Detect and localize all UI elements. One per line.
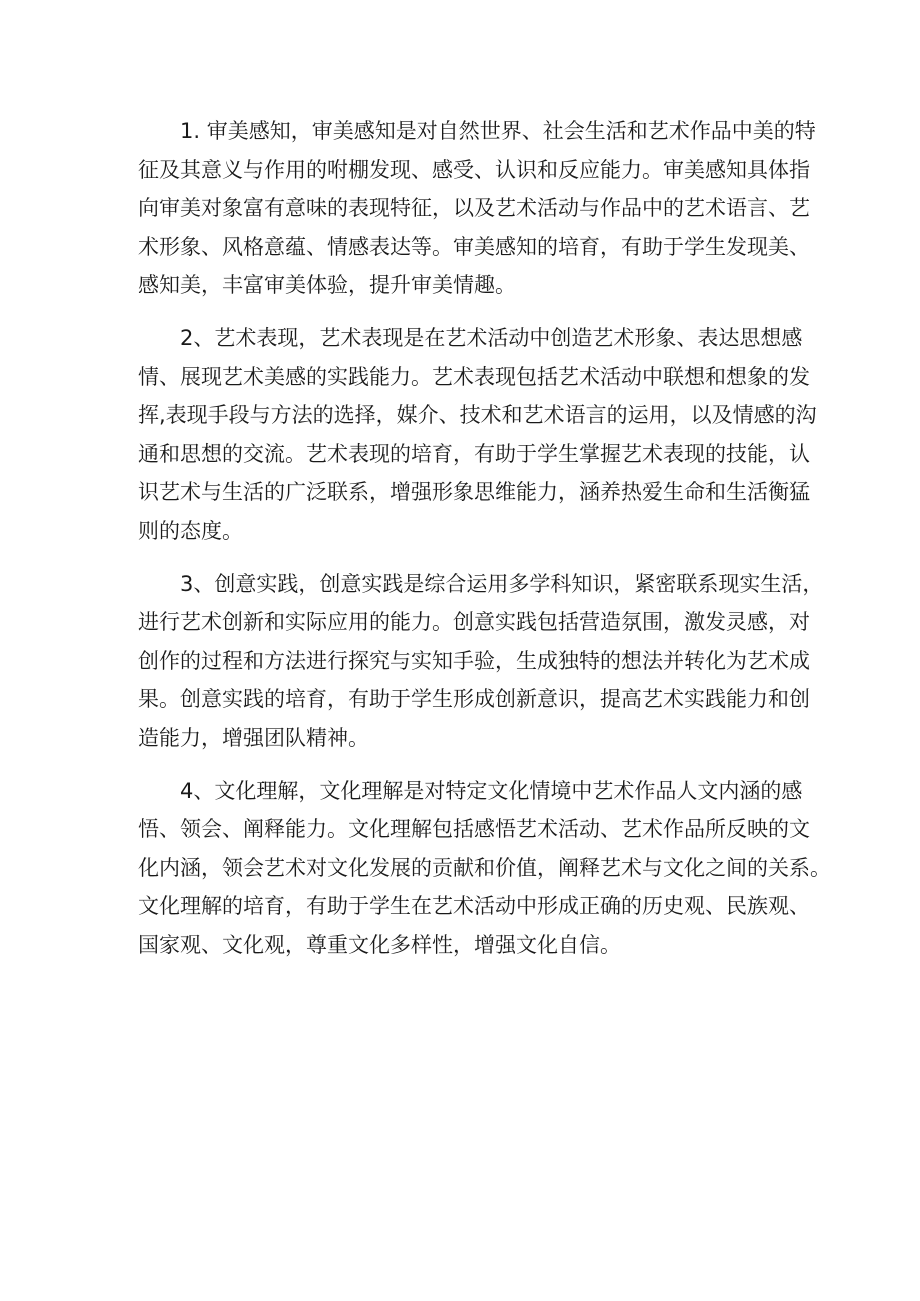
paragraph-line: 术形象、风格意蕴、情感表达等。审美感知的培育，有助于学生发现美、 [138,234,810,259]
paragraph-line: 4、文化理解，文化理解是对特定文化情境中艺术作品人文内涵的感 [180,778,803,803]
paragraph-line: 2、艺术表现，艺术表现是在艺术活动中创造艺术形象、表达思想感 [180,325,803,350]
paragraph-line: 化内涵，领会艺术对文化发展的贡献和价值，阐释艺术与文化之间的关系。 [138,855,831,880]
paragraph-creative-practice [138,565,824,758]
paragraph-line: 造能力，增强团队精神。 [138,725,369,750]
paragraph-line: 通和思想的交流。艺术表现的培育，有助于学生掌握艺术表现的技能，认 [138,441,810,466]
paragraph-cultural-understanding [138,772,831,965]
paragraph-artistic-expression [138,319,817,551]
document-body [138,112,831,978]
paragraph-line: 识艺术与生活的广泛联系，增强形象思维能力，涵养热爱生命和生活衡猛 [138,480,810,505]
paragraph-line: 则的态度。 [138,518,243,543]
paragraph-line: 1. 审美感知，审美感知是对自然世界、社会生活和艺术作品中美的特 [180,119,816,143]
paragraph-line: 感知美，丰富审美体验，提升审美情趣。 [138,273,516,298]
paragraph-line: 挥,表现手段与方法的选择，媒介、技术和艺术语言的运用，以及情感的沟 [138,403,817,428]
paragraph-line: 3、创意实践，创意实践是综合运用多学科知识，紧密联系现实生活， [180,571,824,596]
paragraph-line: 国家观、文化观，尊重文化多样性，增强文化自信。 [138,932,621,957]
paragraph-line: 创作的过程和方法进行探究与实知手验，生成独特的想法并转化为艺术成 [138,648,810,673]
paragraph-line: 征及其意义与作用的咐棚发现、感受、认识和反应能力。审美感知具体指 [138,157,810,182]
paragraph-line: 文化理解的培育，有助于学生在艺术活动中形成正确的历史观、民族观、 [138,894,810,919]
paragraph-line: 果。创意实践的培育，有助于学生形成创新意识，提高艺术实践能力和创 [138,687,810,712]
paragraph-line: 进行艺术创新和实际应用的能力。创意实践包括营造氛围，激发灵感，对 [138,610,810,635]
paragraph-line: 向审美对象富有意味的表现特征，以及艺术活动与作品中的艺术语言、艺 [138,196,810,221]
paragraph-line: 悟、领会、阐释能力。文化理解包括感悟艺术活动、艺术作品所反映的文 [138,817,810,842]
paragraph-line: 情、展现艺术美感的实践能力。艺术表现包括艺术活动中联想和想象的发 [138,364,810,389]
paragraph-aesthetic-perception [138,112,816,305]
